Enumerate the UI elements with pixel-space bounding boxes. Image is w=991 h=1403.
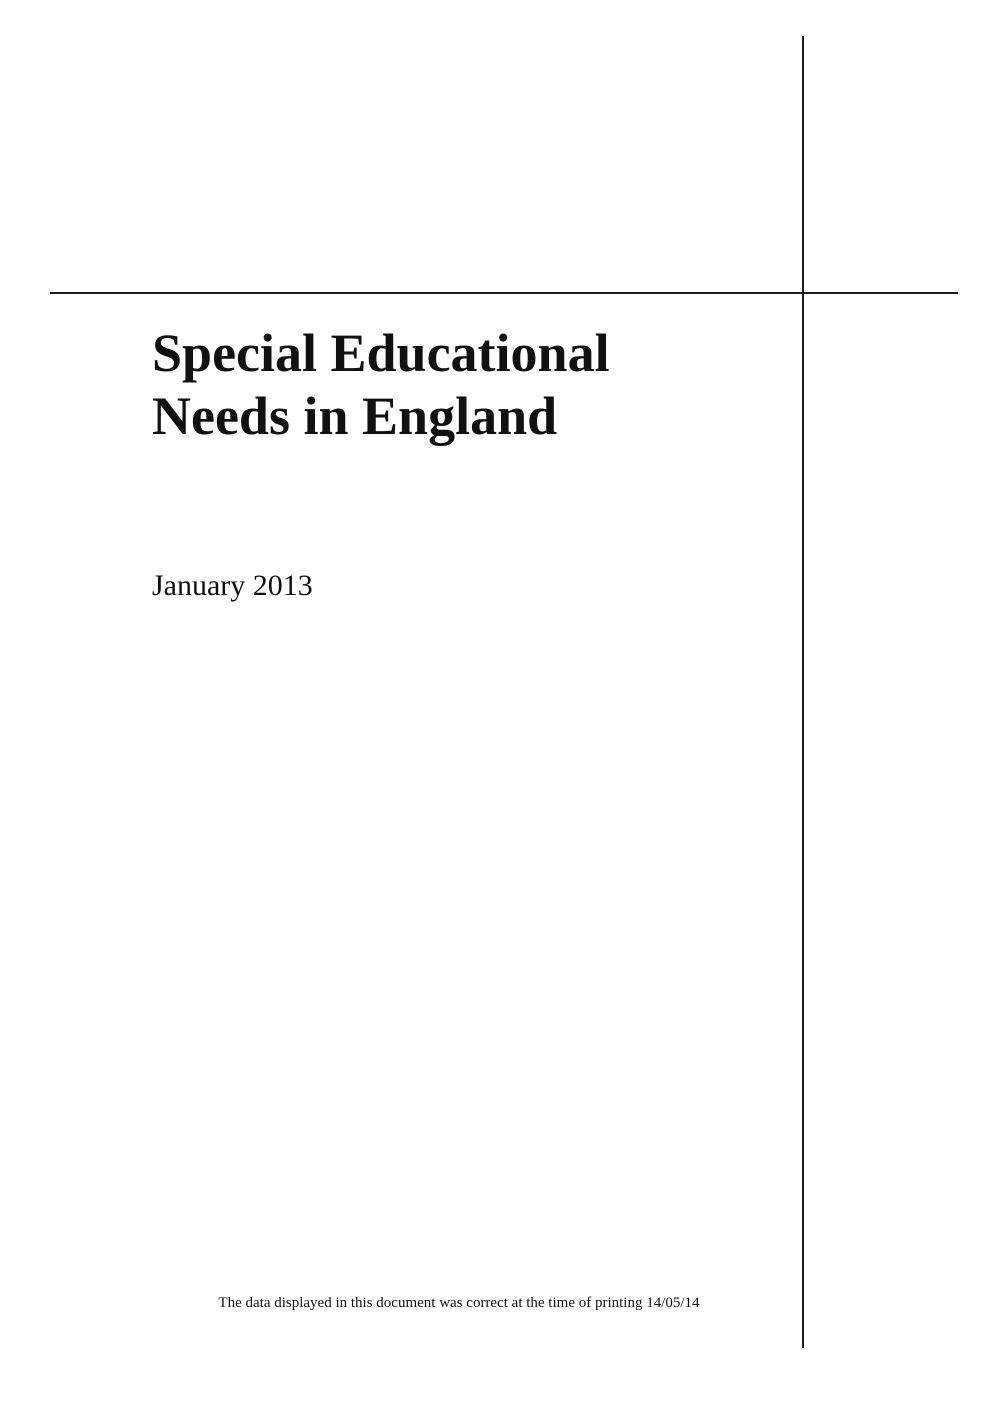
title-block [152,322,752,448]
document-date: January 2013 [152,569,313,602]
print-date-footnote: The data displayed in this document was correct at the time of printing 14/05/14 [218,1295,700,1311]
horizontal-rule-divider [50,292,958,294]
vertical-rule-divider [802,36,804,1348]
page-title: Special Educational Needs in England [152,323,610,447]
